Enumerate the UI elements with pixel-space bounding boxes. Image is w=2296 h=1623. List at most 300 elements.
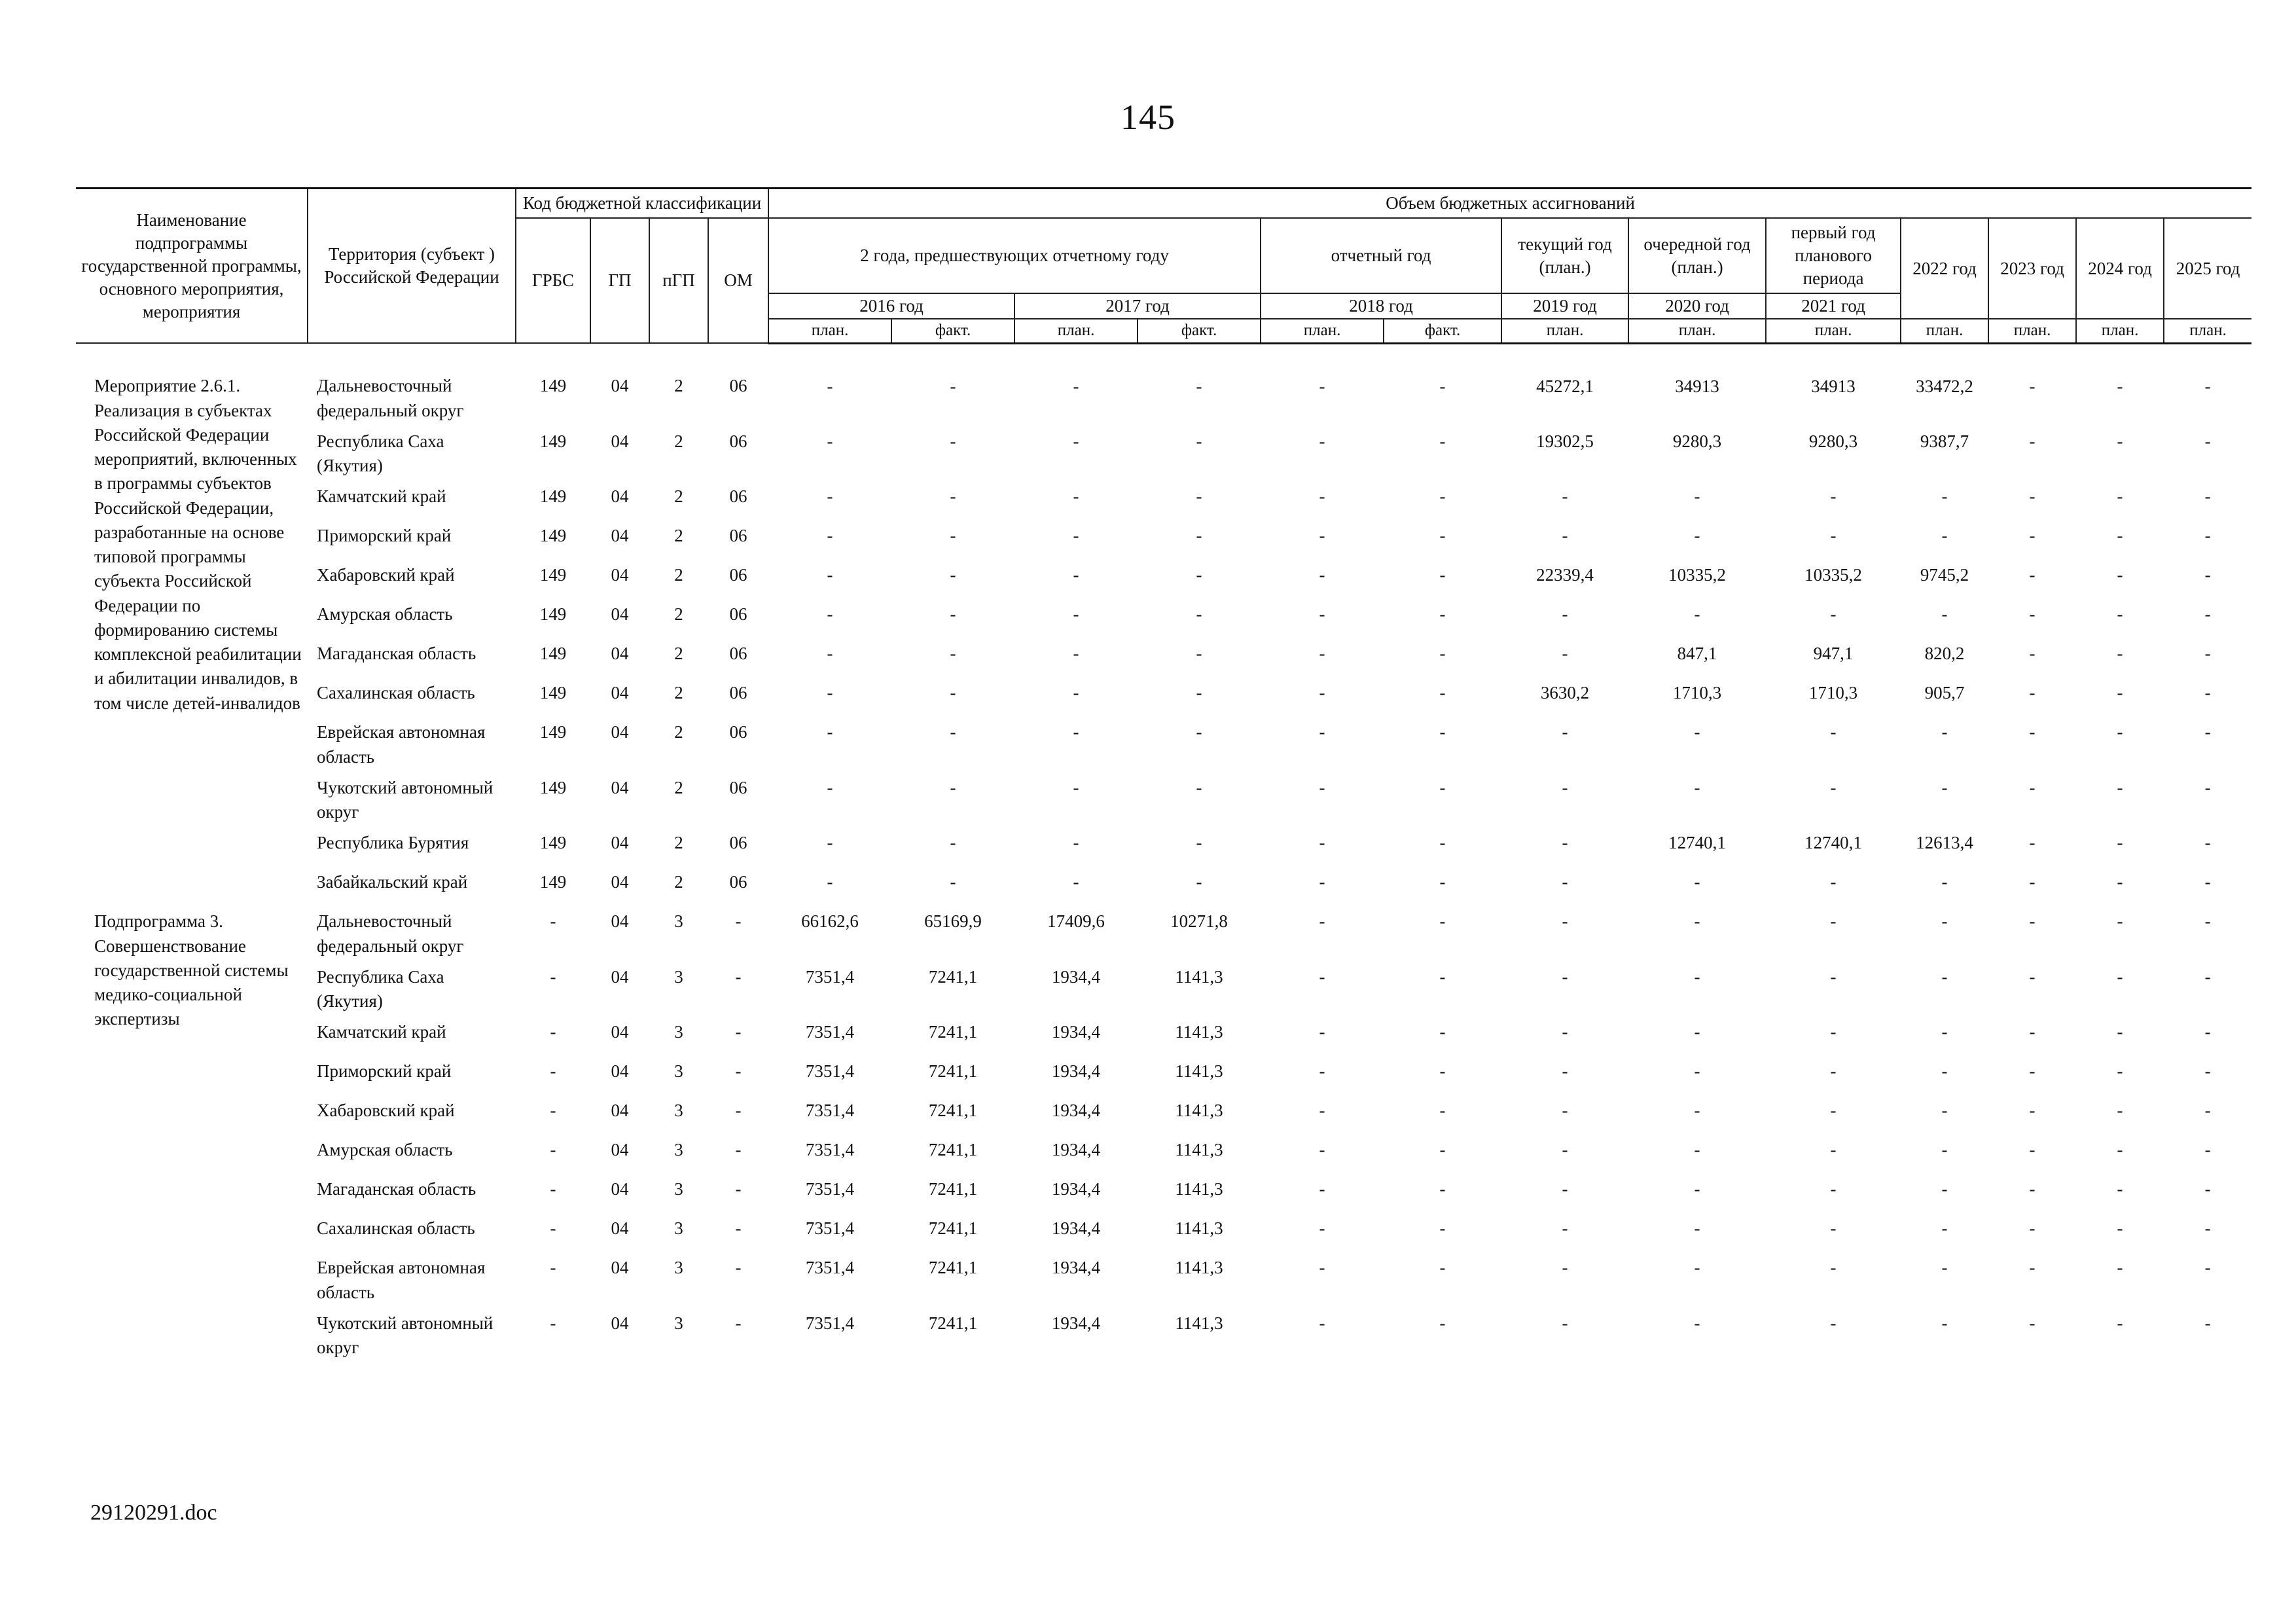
value-cell: - <box>2204 1140 2211 1160</box>
value-cell: - <box>1941 1022 1948 1042</box>
value-cell: - <box>1319 1101 1325 1121</box>
value-cell: 3 <box>674 966 683 987</box>
value-cell: - <box>1830 1140 1837 1160</box>
value-cell: - <box>2204 604 2211 625</box>
value-cell: - <box>1319 1179 1325 1199</box>
plan-header: план. <box>1901 319 1988 343</box>
territory-cell: Хабаровский край <box>317 565 455 585</box>
value-cell: 04 <box>611 1218 629 1239</box>
value-cell: 04 <box>611 966 629 987</box>
table-row <box>76 481 2251 520</box>
value-cell: - <box>1073 565 1079 585</box>
value-cell: 149 <box>539 644 567 664</box>
value-cell: - <box>827 833 833 853</box>
year-2024-header: 2024 год <box>2076 218 2164 319</box>
territory-cell: Амурская область <box>317 604 453 625</box>
value-cell: - <box>2117 565 2123 585</box>
plan-header: план. <box>1501 319 1628 343</box>
value-cell: 45272,1 <box>1536 376 1594 396</box>
value-cell: - <box>735 1140 742 1160</box>
value-cell: - <box>1439 833 1446 853</box>
value-cell: 9745,2 <box>1920 565 1969 585</box>
territory-cell: Хабаровский край <box>317 1101 455 1121</box>
value-cell: - <box>2204 1313 2211 1333</box>
value-cell: 04 <box>611 1101 629 1121</box>
value-cell: - <box>2029 1061 2036 1082</box>
value-cell: - <box>2204 1218 2211 1239</box>
value-cell: - <box>1319 604 1325 625</box>
value-cell: - <box>2204 1101 2211 1121</box>
pgp-header: пГП <box>649 218 708 343</box>
value-cell: 2 <box>674 833 683 853</box>
value-cell: 06 <box>729 565 747 585</box>
value-cell: - <box>2029 833 2036 853</box>
table-row <box>76 867 2251 906</box>
value-cell: - <box>1073 777 1079 797</box>
value-cell: - <box>1196 833 1202 853</box>
value-cell: - <box>1830 1101 1837 1121</box>
value-cell: 3 <box>674 911 683 932</box>
value-cell: - <box>1830 777 1837 797</box>
value-cell: - <box>1694 1061 1700 1082</box>
value-cell: - <box>1830 1218 1837 1239</box>
value-cell: - <box>950 722 956 742</box>
value-cell: 149 <box>539 565 567 585</box>
value-cell: - <box>827 604 833 625</box>
value-cell: 04 <box>611 1179 629 1199</box>
value-cell: 1710,3 <box>1672 683 1722 703</box>
value-cell: - <box>2029 1179 2036 1199</box>
territory-cell: Республика Саха (Якутия) <box>317 966 444 1012</box>
value-cell: - <box>2204 722 2211 742</box>
table-row <box>76 343 2251 426</box>
value-cell: - <box>1694 1140 1700 1160</box>
value-cell: - <box>2204 1258 2211 1278</box>
value-cell: - <box>2029 1140 2036 1160</box>
value-cell: - <box>827 565 833 585</box>
value-cell: - <box>1694 1218 1700 1239</box>
value-cell: 9280,3 <box>1808 431 1858 451</box>
value-cell: - <box>2117 1258 2123 1278</box>
value-cell: - <box>735 1022 742 1042</box>
next-year-header: очередной год (план.) <box>1628 218 1766 293</box>
table-row <box>76 599 2251 638</box>
value-cell: 06 <box>729 777 747 797</box>
value-cell: - <box>827 526 833 546</box>
fact-header: факт. <box>891 319 1014 343</box>
value-cell: - <box>550 1218 556 1239</box>
value-cell: 7351,4 <box>805 1179 855 1199</box>
value-cell: 2 <box>674 872 683 892</box>
value-cell: - <box>1319 1140 1325 1160</box>
value-cell: - <box>1941 1179 1948 1199</box>
value-cell: 7241,1 <box>928 1022 978 1042</box>
value-cell: - <box>1319 777 1325 797</box>
value-cell: - <box>1439 1258 1446 1278</box>
value-cell: - <box>1830 486 1837 507</box>
territory-cell: Сахалинская область <box>317 1218 475 1239</box>
value-cell: - <box>1439 565 1446 585</box>
value-cell: 1934,4 <box>1051 1022 1101 1042</box>
value-cell: - <box>1562 526 1568 546</box>
value-cell: 3 <box>674 1313 683 1333</box>
value-cell: - <box>1941 1061 1948 1082</box>
value-cell: 06 <box>729 604 747 625</box>
value-cell: - <box>1439 1101 1446 1121</box>
value-cell: - <box>550 1313 556 1333</box>
value-cell: - <box>1319 1061 1325 1082</box>
value-cell: 149 <box>539 604 567 625</box>
value-cell: - <box>1196 777 1202 797</box>
value-cell: - <box>1196 644 1202 664</box>
value-cell: - <box>950 431 956 451</box>
value-cell: - <box>1196 565 1202 585</box>
value-cell: - <box>1319 911 1325 932</box>
value-cell: - <box>2117 486 2123 507</box>
table-row <box>76 638 2251 678</box>
value-cell: - <box>1562 872 1568 892</box>
value-cell: - <box>2029 683 2036 703</box>
value-cell: - <box>2117 1140 2123 1160</box>
value-cell: - <box>1319 644 1325 664</box>
value-cell: - <box>735 1313 742 1333</box>
value-cell: - <box>1830 722 1837 742</box>
value-cell: 905,7 <box>1924 683 1965 703</box>
value-cell: - <box>827 376 833 396</box>
value-cell: 2 <box>674 722 683 742</box>
value-cell: - <box>1941 1101 1948 1121</box>
value-cell: - <box>735 911 742 932</box>
value-cell: 1141,3 <box>1175 1140 1223 1160</box>
value-cell: - <box>950 526 956 546</box>
value-cell: - <box>2029 966 2036 987</box>
value-cell: 1934,4 <box>1051 1140 1101 1160</box>
gp-header: ГП <box>590 218 649 343</box>
value-cell: 65169,9 <box>924 911 982 932</box>
budget-table <box>76 187 2251 1363</box>
value-cell: 1141,3 <box>1175 1218 1223 1239</box>
territory-cell: Республика Бурятия <box>317 833 469 853</box>
value-cell: - <box>2029 1022 2036 1042</box>
grbs-header: ГРБС <box>516 218 590 343</box>
plan-header: план. <box>1628 319 1766 343</box>
value-cell: - <box>2204 1022 2211 1042</box>
value-cell: - <box>1941 722 1948 742</box>
table-row <box>76 1135 2251 1174</box>
value-cell: - <box>2117 683 2123 703</box>
table-row <box>76 1252 2251 1308</box>
plan-header: план. <box>1261 319 1384 343</box>
value-cell: - <box>1694 526 1700 546</box>
value-cell: - <box>2117 911 2123 932</box>
value-cell: 7241,1 <box>928 1061 978 1082</box>
value-cell: 06 <box>729 526 747 546</box>
value-cell: 3 <box>674 1258 683 1278</box>
value-cell: - <box>1073 644 1079 664</box>
value-cell: - <box>2204 376 2211 396</box>
value-cell: - <box>2204 644 2211 664</box>
value-cell: - <box>1073 526 1079 546</box>
value-cell: - <box>1941 486 1948 507</box>
value-cell: - <box>2029 1258 2036 1278</box>
value-cell: - <box>1439 1140 1446 1160</box>
plan-header: план. <box>1014 319 1138 343</box>
value-cell: 04 <box>611 1061 629 1082</box>
value-cell: - <box>950 683 956 703</box>
value-cell: - <box>950 565 956 585</box>
value-cell: - <box>2204 431 2211 451</box>
territory-cell: Чукотский автономный округ <box>317 777 493 822</box>
territory-cell: Приморский край <box>317 1061 452 1082</box>
table-row <box>76 717 2251 773</box>
value-cell: - <box>1439 966 1446 987</box>
value-cell: - <box>1694 604 1700 625</box>
value-cell: - <box>1830 911 1837 932</box>
value-cell: - <box>950 644 956 664</box>
value-cell: 2 <box>674 565 683 585</box>
value-cell: 1934,4 <box>1051 1218 1101 1239</box>
value-cell: - <box>550 1061 556 1082</box>
value-cell: 12740,1 <box>1668 833 1726 853</box>
value-cell: - <box>1830 1022 1837 1042</box>
value-cell: 1141,3 <box>1175 1061 1223 1082</box>
value-cell: 7351,4 <box>805 1313 855 1333</box>
value-cell: - <box>1073 722 1079 742</box>
value-cell: - <box>1562 644 1568 664</box>
table-body <box>76 343 2251 1363</box>
value-cell: - <box>1694 911 1700 932</box>
value-cell: - <box>1830 1061 1837 1082</box>
value-cell: 7241,1 <box>928 1179 978 1199</box>
value-cell: - <box>1073 833 1079 853</box>
territory-column-header: Территория (субъект ) Российской Федерации <box>308 189 516 344</box>
value-cell: - <box>1694 1022 1700 1042</box>
value-cell: 06 <box>729 431 747 451</box>
value-cell: 3 <box>674 1022 683 1042</box>
value-cell: - <box>2029 777 2036 797</box>
value-cell: 06 <box>729 683 747 703</box>
document-id: 29120291.doc <box>90 1501 217 1525</box>
value-cell: 7241,1 <box>928 1140 978 1160</box>
value-cell: - <box>1196 376 1202 396</box>
value-cell: - <box>1439 486 1446 507</box>
table-row <box>76 1095 2251 1135</box>
territory-cell: Дальневосточный федеральный округ <box>317 911 464 956</box>
value-cell: - <box>1694 486 1700 507</box>
value-cell: - <box>950 376 956 396</box>
value-cell: - <box>1694 966 1700 987</box>
value-cell: - <box>1319 526 1325 546</box>
value-cell: 04 <box>611 722 629 742</box>
plan-header: план. <box>2164 319 2251 343</box>
value-cell: - <box>1941 872 1948 892</box>
territory-cell: Республика Саха (Якутия) <box>317 431 444 476</box>
value-cell: - <box>2204 526 2211 546</box>
value-cell: 7241,1 <box>928 1313 978 1333</box>
value-cell: - <box>1439 722 1446 742</box>
value-cell: - <box>550 1179 556 1199</box>
value-cell: 847,1 <box>1677 644 1717 664</box>
value-cell: 7351,4 <box>805 1022 855 1042</box>
value-cell: - <box>1439 604 1446 625</box>
table-row <box>76 560 2251 599</box>
value-cell: 04 <box>611 777 629 797</box>
value-cell: 1141,3 <box>1175 1179 1223 1199</box>
value-cell: 9280,3 <box>1672 431 1722 451</box>
value-cell: - <box>1941 1218 1948 1239</box>
territory-cell: Чукотский автономный округ <box>317 1313 493 1358</box>
year-2019-header: 2019 год <box>1501 293 1628 319</box>
value-cell: - <box>2117 644 2123 664</box>
value-cell: - <box>1941 777 1948 797</box>
value-cell: - <box>2117 966 2123 987</box>
value-cell: - <box>2204 872 2211 892</box>
value-cell: 3 <box>674 1061 683 1082</box>
value-cell: - <box>1073 486 1079 507</box>
year-2018-header: 2018 год <box>1261 293 1501 319</box>
value-cell: - <box>1319 431 1325 451</box>
value-cell: - <box>1941 1313 1948 1333</box>
table-row <box>76 1056 2251 1095</box>
value-cell: - <box>2117 1101 2123 1121</box>
year-2025-header: 2025 год <box>2164 218 2251 319</box>
value-cell: - <box>2117 526 2123 546</box>
value-cell: 1141,3 <box>1175 1101 1223 1121</box>
value-cell: - <box>550 966 556 987</box>
value-cell: 9387,7 <box>1920 431 1969 451</box>
value-cell: - <box>1694 777 1700 797</box>
value-cell: - <box>2029 644 2036 664</box>
value-cell: - <box>2029 1101 2036 1121</box>
value-cell: 7351,4 <box>805 1218 855 1239</box>
value-cell: - <box>550 1258 556 1278</box>
value-cell: - <box>1319 966 1325 987</box>
value-cell: - <box>550 1140 556 1160</box>
value-cell: - <box>1319 1313 1325 1333</box>
value-cell: - <box>2029 486 2036 507</box>
value-cell: - <box>1830 1313 1837 1333</box>
value-cell: - <box>827 722 833 742</box>
value-cell: 3 <box>674 1101 683 1121</box>
territory-cell: Магаданская область <box>317 1179 476 1199</box>
value-cell: - <box>2117 1218 2123 1239</box>
table-row <box>76 1017 2251 1056</box>
value-cell: 2 <box>674 777 683 797</box>
value-cell: - <box>1562 911 1568 932</box>
value-cell: - <box>2029 1313 2036 1333</box>
value-cell: - <box>1439 376 1446 396</box>
table-row <box>76 1213 2251 1252</box>
value-cell: - <box>1562 1313 1568 1333</box>
value-cell: - <box>735 1179 742 1199</box>
value-cell: 2 <box>674 683 683 703</box>
value-cell: 04 <box>611 1022 629 1042</box>
value-cell: 33472,2 <box>1916 376 1973 396</box>
value-cell: 7351,4 <box>805 1258 855 1278</box>
value-cell: - <box>1694 722 1700 742</box>
value-cell: 947,1 <box>1813 644 1854 664</box>
value-cell: - <box>2029 872 2036 892</box>
value-cell: - <box>2204 833 2211 853</box>
territory-cell: Забайкальский край <box>317 872 468 892</box>
table-row <box>76 962 2251 1017</box>
territory-cell: Приморский край <box>317 526 452 546</box>
value-cell: - <box>550 1022 556 1042</box>
value-cell: - <box>2117 604 2123 625</box>
value-cell: - <box>1562 722 1568 742</box>
value-cell: - <box>827 644 833 664</box>
value-cell: - <box>1319 683 1325 703</box>
value-cell: - <box>1439 1218 1446 1239</box>
value-cell: - <box>735 1101 742 1121</box>
value-cell: - <box>1439 872 1446 892</box>
value-cell: - <box>2117 833 2123 853</box>
value-cell: - <box>1830 1258 1837 1278</box>
value-cell: - <box>2117 1313 2123 1333</box>
value-cell: 1934,4 <box>1051 1101 1101 1121</box>
value-cell: - <box>1319 872 1325 892</box>
value-cell: - <box>2029 604 2036 625</box>
value-cell: 7351,4 <box>805 1101 855 1121</box>
value-cell: - <box>950 777 956 797</box>
value-cell: 12613,4 <box>1916 833 1973 853</box>
fact-header: факт. <box>1384 319 1501 343</box>
value-cell: - <box>1830 604 1837 625</box>
value-cell: 2 <box>674 604 683 625</box>
value-cell: - <box>1941 1258 1948 1278</box>
value-cell: 1934,4 <box>1051 1061 1101 1082</box>
value-cell: - <box>2029 722 2036 742</box>
value-cell: 7241,1 <box>928 1258 978 1278</box>
value-cell: - <box>827 777 833 797</box>
value-cell: 12740,1 <box>1804 833 1862 853</box>
value-cell: - <box>1073 604 1079 625</box>
value-cell: 19302,5 <box>1536 431 1594 451</box>
value-cell: - <box>1562 1101 1568 1121</box>
value-cell: 3 <box>674 1179 683 1199</box>
value-cell: - <box>1073 872 1079 892</box>
value-cell: 10271,8 <box>1170 911 1228 932</box>
value-cell: - <box>1562 1218 1568 1239</box>
value-cell: - <box>1941 911 1948 932</box>
value-cell: - <box>2117 431 2123 451</box>
value-cell: 22339,4 <box>1536 565 1594 585</box>
value-cell: 1141,3 <box>1175 1313 1223 1333</box>
territory-cell: Еврейская автономная область <box>317 1258 486 1302</box>
value-cell: 149 <box>539 722 567 742</box>
territory-cell: Дальневосточный федеральный округ <box>317 376 464 420</box>
value-cell: 3 <box>674 1218 683 1239</box>
value-cell: 06 <box>729 486 747 507</box>
value-cell: - <box>2204 565 2211 585</box>
value-cell: - <box>550 1101 556 1121</box>
value-cell: 7241,1 <box>928 966 978 987</box>
budget-code-header: Код бюджетной классификации <box>516 189 768 219</box>
value-cell: 1141,3 <box>1175 966 1223 987</box>
value-cell: 04 <box>611 1258 629 1278</box>
value-cell: 34913 <box>1811 376 1856 396</box>
value-cell: 1710,3 <box>1808 683 1858 703</box>
value-cell: - <box>2204 1061 2211 1082</box>
value-cell: - <box>1562 966 1568 987</box>
value-cell: - <box>1562 1179 1568 1199</box>
territory-cell: Камчатский край <box>317 486 446 507</box>
value-cell: - <box>1439 1061 1446 1082</box>
plan-header: план. <box>1988 319 2076 343</box>
value-cell: 04 <box>611 644 629 664</box>
value-cell: - <box>1694 1101 1700 1121</box>
value-cell: - <box>1319 565 1325 585</box>
